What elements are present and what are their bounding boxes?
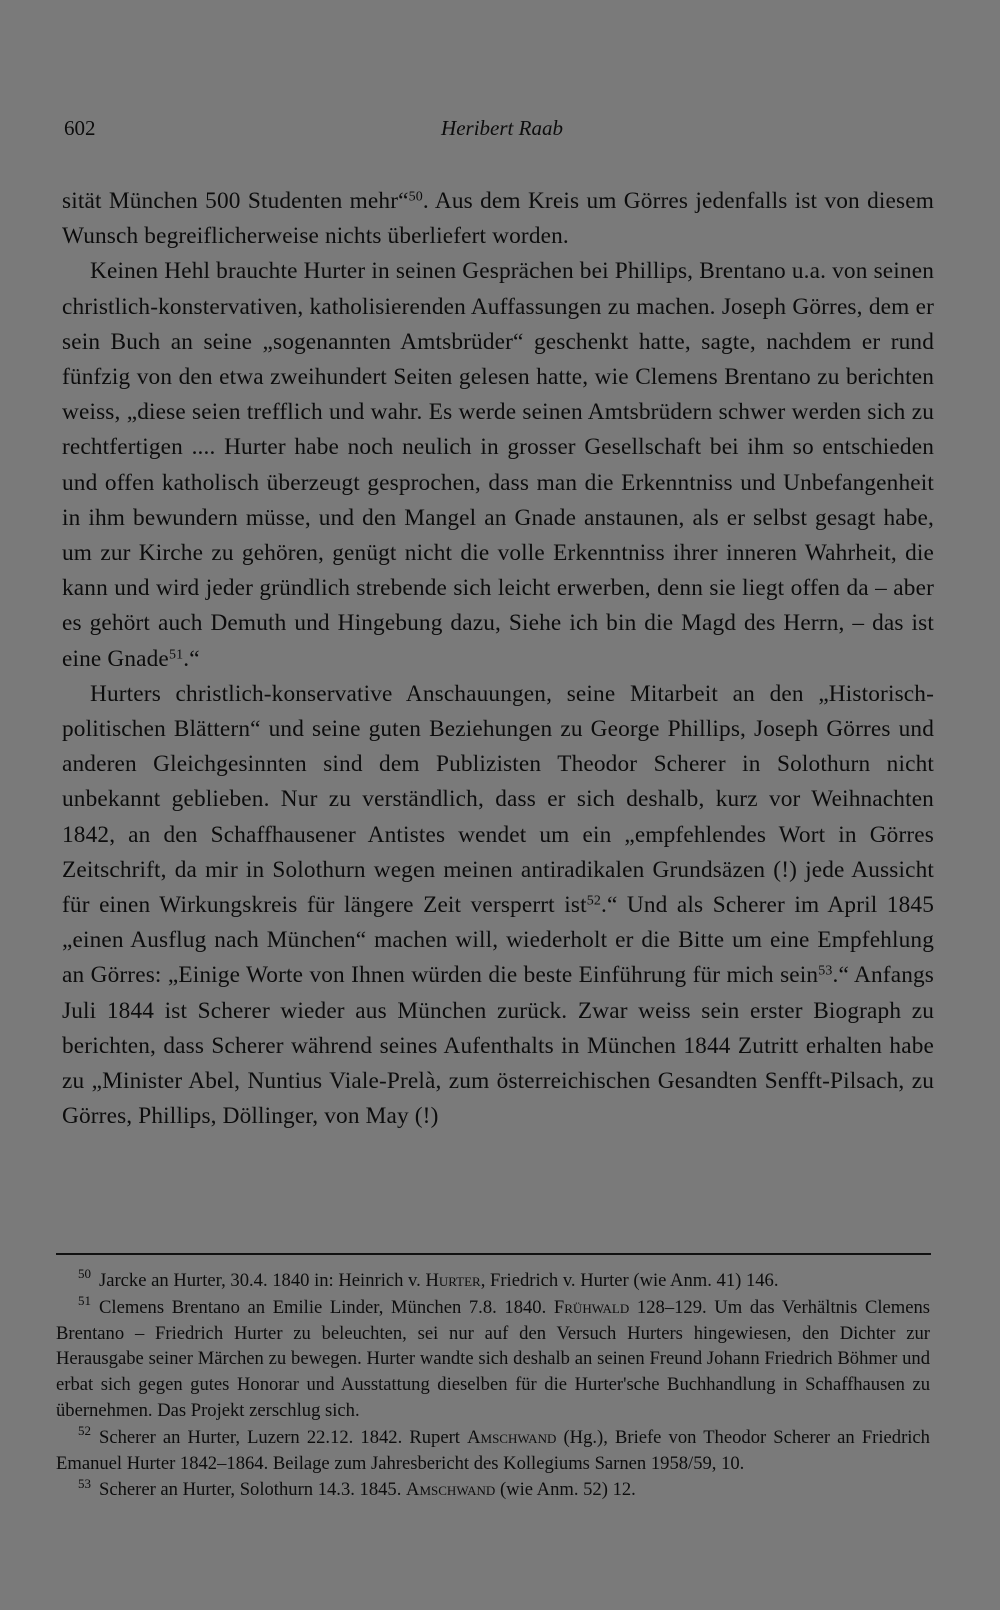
footnote-text: (Hg.), Briefe von Theodor Scherer an Friedrich Emanuel Hurter 1842–1864. Beilage zum Jahresbericht des Kollegiums Sarnen 1958/59, 10.: [56, 1426, 930, 1474]
page-number: 602: [64, 116, 96, 140]
footnote-text: Scherer an Hurter, Solothurn 14.3. 1845.: [99, 1479, 402, 1501]
footnote-reference-51: 51: [168, 646, 184, 662]
author-name: Amschwand: [467, 1426, 557, 1448]
paragraph-continuation: [62, 184, 934, 254]
footnote-52: 52 Scherer an Hurter, Luzern 22.12. 1842. Rupert Amschwand (Hg.), Briefe von Theodor Scherer an Friedrich Emanuel Hurter 1842–1864. Beilage zum Jahresbericht des Kollegiums Sarnen 1958/59, 10.: [56, 1423, 930, 1474]
footnote-reference-52: 52: [586, 893, 601, 909]
footnote-reference-50: 50: [408, 189, 423, 205]
footnote-text: Jarcke an Hurter, 30.4. 1840 in: Heinrich v.: [99, 1270, 421, 1291]
footnote-53: 53 Scherer an Hurter, Solothurn 14.3. 1845. Amschwand (wie Anm. 52) 12.: [78, 1475, 636, 1501]
paragraph-text: .“: [183, 645, 200, 672]
author-name: Frühwald: [553, 1296, 630, 1318]
paragraph-text: .“ Anfangs Juli 1844 ist Scherer wieder aus München zurück. Zwar weiss sein erster Biograph zu berichten, dass Scherer während seines Aufenthalts in München 1844 Zutritt erhalten habe zu „Minister Abel, Nuntius Viale-Prelà, zum österreichischen Gesandten Senfft-Pilsach, zu Görres, Phillips, Döllinger, von May (!): [62, 962, 935, 1130]
footnote-51: 51 Clemens Brentano an Emilie Linder, München 7.8. 1840. Frühwald 128–129. Um das Verhältnis Clemens Brentano – Friedrich Hurter zu beleuchten, sei nur auf den Versuch Hurters hingewiesen, den Dichter zur Herausgabe seiner Märchen zu bewegen. Hurter wandte sich deshalb an seinen Freund Johann Friedrich Böhmer und erbat sich gegen gutes Honorar und Ausstattung dieselben für die Hurter'sche Buchhandlung in Schaffhausen zu übernehmen. Das Projekt zerschlug sich.: [56, 1293, 931, 1421]
paragraph-scherer: [62, 677, 934, 1135]
footnote-50: 50 Jarcke an Hurter, 30.4. 1840 in: Heinrich v. Hurter, Friedrich v. Hurter (wie Anm. 41) 146.: [78, 1266, 779, 1291]
paragraph-text: Hurters christlich-konservative Anschauungen, seine Mitarbeit an den „Historisch-politischen Blättern“ und seine guten Beziehungen zu George Phillips, Joseph Görres und anderen Gleichgesinnten sind dem Publizisten Theodor Scherer in Solothurn nicht unbekannt geblieben. Nur zu verständlich, dass er sich deshalb, kurz vor Weihnachten 1842, an den Schaffhausener Antistes wendet um ein „empfehlendes Wort in Görres Zeitschrift, da mir in Solothurn wegen meinen antiradikalen Grundsäzen (!) jede Aussicht für einen Wirkungskreis für längere Zeit versperrt ist: [62, 680, 934, 919]
paragraph-goerres: [62, 254, 934, 676]
author-name: Hurter: [425, 1270, 481, 1291]
body-text: [62, 184, 934, 1134]
running-head: [64, 116, 940, 146]
footnote-rule: [56, 1253, 931, 1255]
author-name: Amschwand: [406, 1479, 496, 1501]
footnote-text: Scherer an Hurter, Luzern 22.12. 1842. Rupert: [99, 1426, 460, 1448]
footnote-text: , Friedrich v. Hurter (wie Anm. 41) 146.: [480, 1270, 779, 1291]
paragraph-text: . Aus dem Kreis um Görres jedenfalls ist von diesem Wunsch begreiflicherweise nichts überliefert worden.: [62, 188, 935, 250]
footnote-text: (wie Anm. 52) 12.: [499, 1479, 636, 1501]
paragraph-text: Keinen Hehl brauchte Hurter in seinen Gesprächen bei Phillips, Brentano u.a. von seinen christlich-konstervativen, katholisierenden Auffassungen zu machen. Joseph Görres, dem er sein Buch an seine „sogenannten Amtsbrüder“ geschenkt hatte, sagte, nachdem er rund fünfzig von den etwa zweihundert Seiten gelesen hatte, wie Clemens Brentano zu berichten weiss, „diese seien trefflich und wahr. Es werde seinen Amtsbrüdern schwer werden sich zu rechtfertigen .... Hurter habe noch neulich in grosser Gesellschaft bei ihm so entschieden und offen katholisch überzeugt gesprochen, dass man die Erkenntniss und Unbefangenheit in ihm bewundern müsse, und den Mangel an Gnade anstaunen, als er selbst gesagt habe, um zur Kirche zu gehören, genügt nicht die volle Erkenntniss ihrer inneren Wahrheit, die kann und wird jeder gründlich strebende sich leicht erwerben, denn sie liegt offen da – aber es gehört auch Demuth und Hingebung dazu, Siehe ich bin die Magd des Herrn, – das ist eine Gnade: [62, 258, 934, 672]
footnotes: [56, 1268, 930, 1504]
footnote-text: 128–129. Um das Verhältnis Clemens Brentano – Friedrich Hurter zu beleuchten, sei nur auf den Versuch Hurters hingewiesen, den Dichter zur Herausgabe seiner Märchen zu bewegen. Hurter wandte sich deshalb an seinen Freund Johann Friedrich Böhmer und erbat sich gegen gutes Honorar und Ausstattung dieselben für die Hurter'sche Buchhandlung in Schaffhausen zu übernehmen. Das Projekt zerschlug sich.: [56, 1296, 931, 1421]
footnote-reference-53: 53: [818, 963, 833, 979]
paragraph-text: sität München 500 Studenten mehr“: [62, 188, 409, 214]
footnote-text: Clemens Brentano an Emilie Linder, München 7.8. 1840.: [99, 1296, 547, 1318]
running-title: Heribert Raab: [441, 116, 563, 140]
paragraph-text: .“ Und als Scherer im April 1845 „einen Ausflug nach München“ machen will, wiederholt er die Bitte um eine Empfehlung an Görres: „Einige Worte von Ihnen würden die beste Einführung für mich sein: [62, 892, 934, 989]
